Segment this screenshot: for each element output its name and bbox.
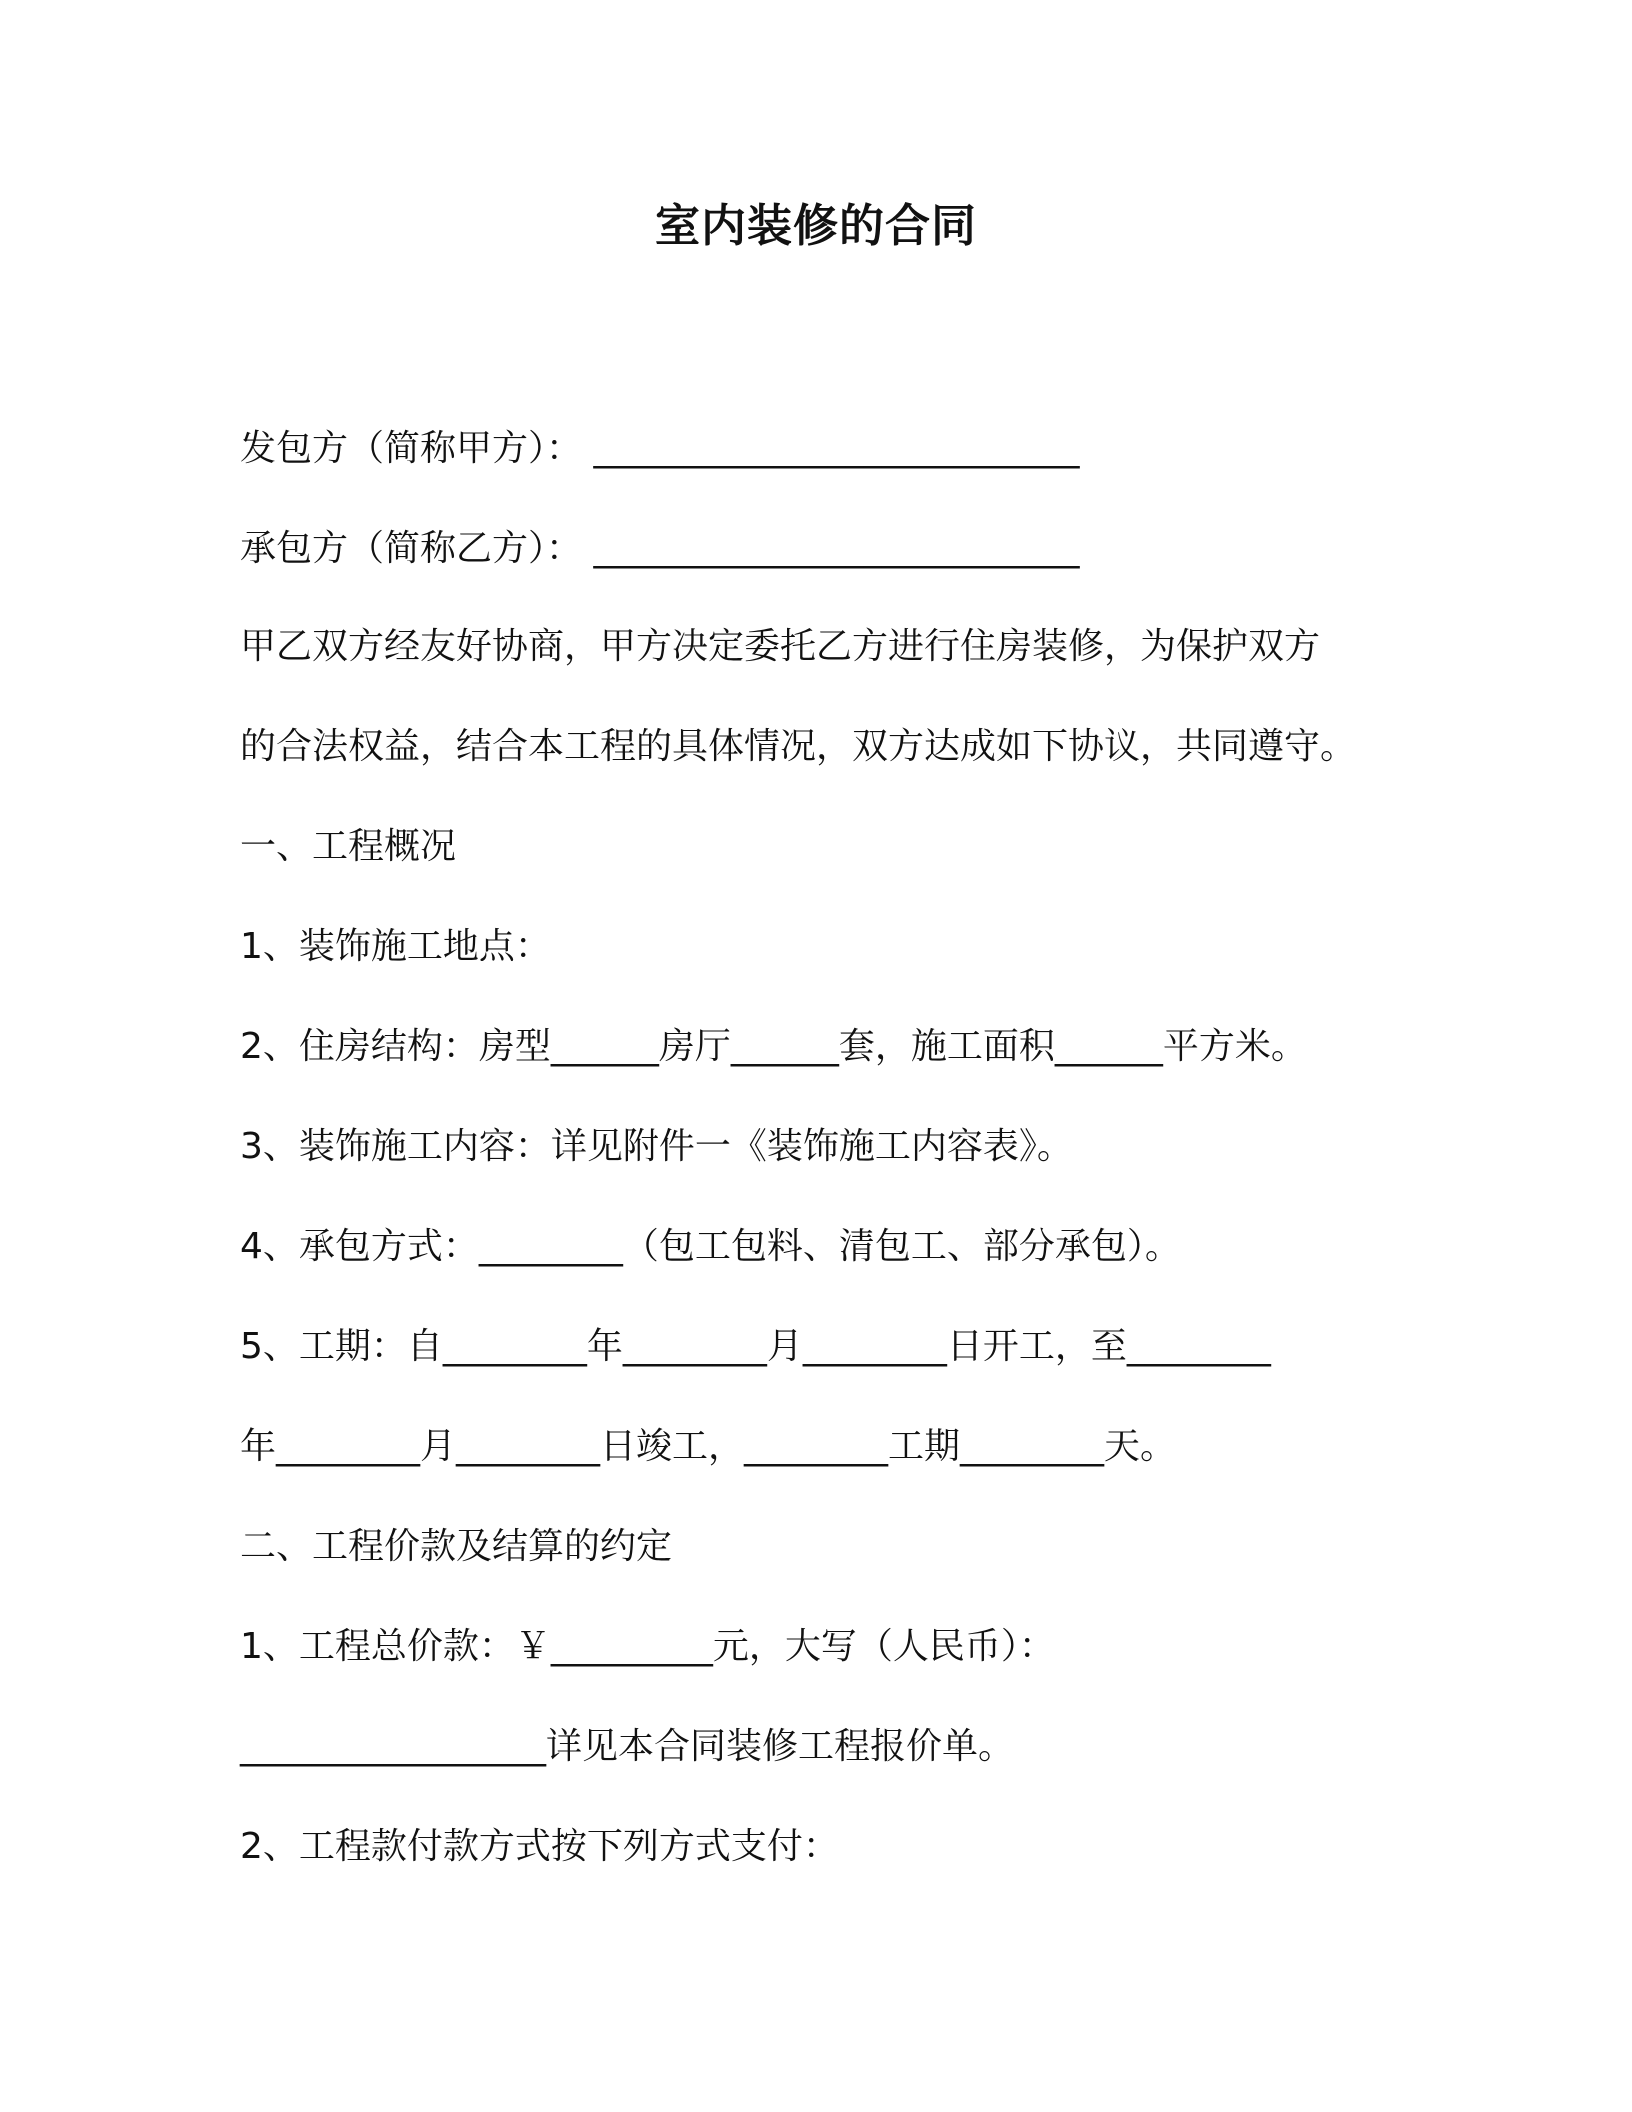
intro-paragraph-line-1: 甲乙双方经友好协商，甲方决定委托乙方进行住房装修，为保护双方 <box>240 626 1321 667</box>
section-heading-1: 一、工程概况 <box>240 826 457 867</box>
clause-1-3: 3、装饰施工内容：详见附件一《装饰施工内容表》。 <box>240 1126 1073 1167</box>
clause-1-5-line-1: 5、工期：自________年________月________日开工，至________ <box>240 1326 1271 1367</box>
clause-2-1-line-1: 1、工程总价款：￥_________元，大写（人民币）： <box>240 1626 1055 1667</box>
clause-1-5-line-2: 年________月________日竣工，________工期________天。 <box>240 1426 1177 1467</box>
party-a-line: 发包方（简称甲方）： ___________________________ <box>240 428 1080 469</box>
document-title: 室内装修的合同 <box>654 199 977 252</box>
clause-1-1: 1、装饰施工地点： <box>240 926 551 967</box>
clause-1-4: 4、承包方式：________（包工包料、清包工、部分承包）。 <box>240 1226 1181 1267</box>
clause-1-2: 2、住房结构：房型______房厅______套，施工面积______平方米。 <box>240 1026 1307 1067</box>
party-b-line: 承包方（简称乙方）： ___________________________ <box>240 528 1080 569</box>
clause-2-2: 2、工程款付款方式按下列方式支付： <box>240 1826 839 1867</box>
clause-2-1-line-2: _________________详见本合同装修工程报价单。 <box>240 1726 1015 1767</box>
section-heading-2: 二、工程价款及结算的约定 <box>240 1526 673 1567</box>
intro-paragraph-line-2: 的合法权益，结合本工程的具体情况，双方达成如下协议，共同遵守。 <box>240 726 1357 767</box>
